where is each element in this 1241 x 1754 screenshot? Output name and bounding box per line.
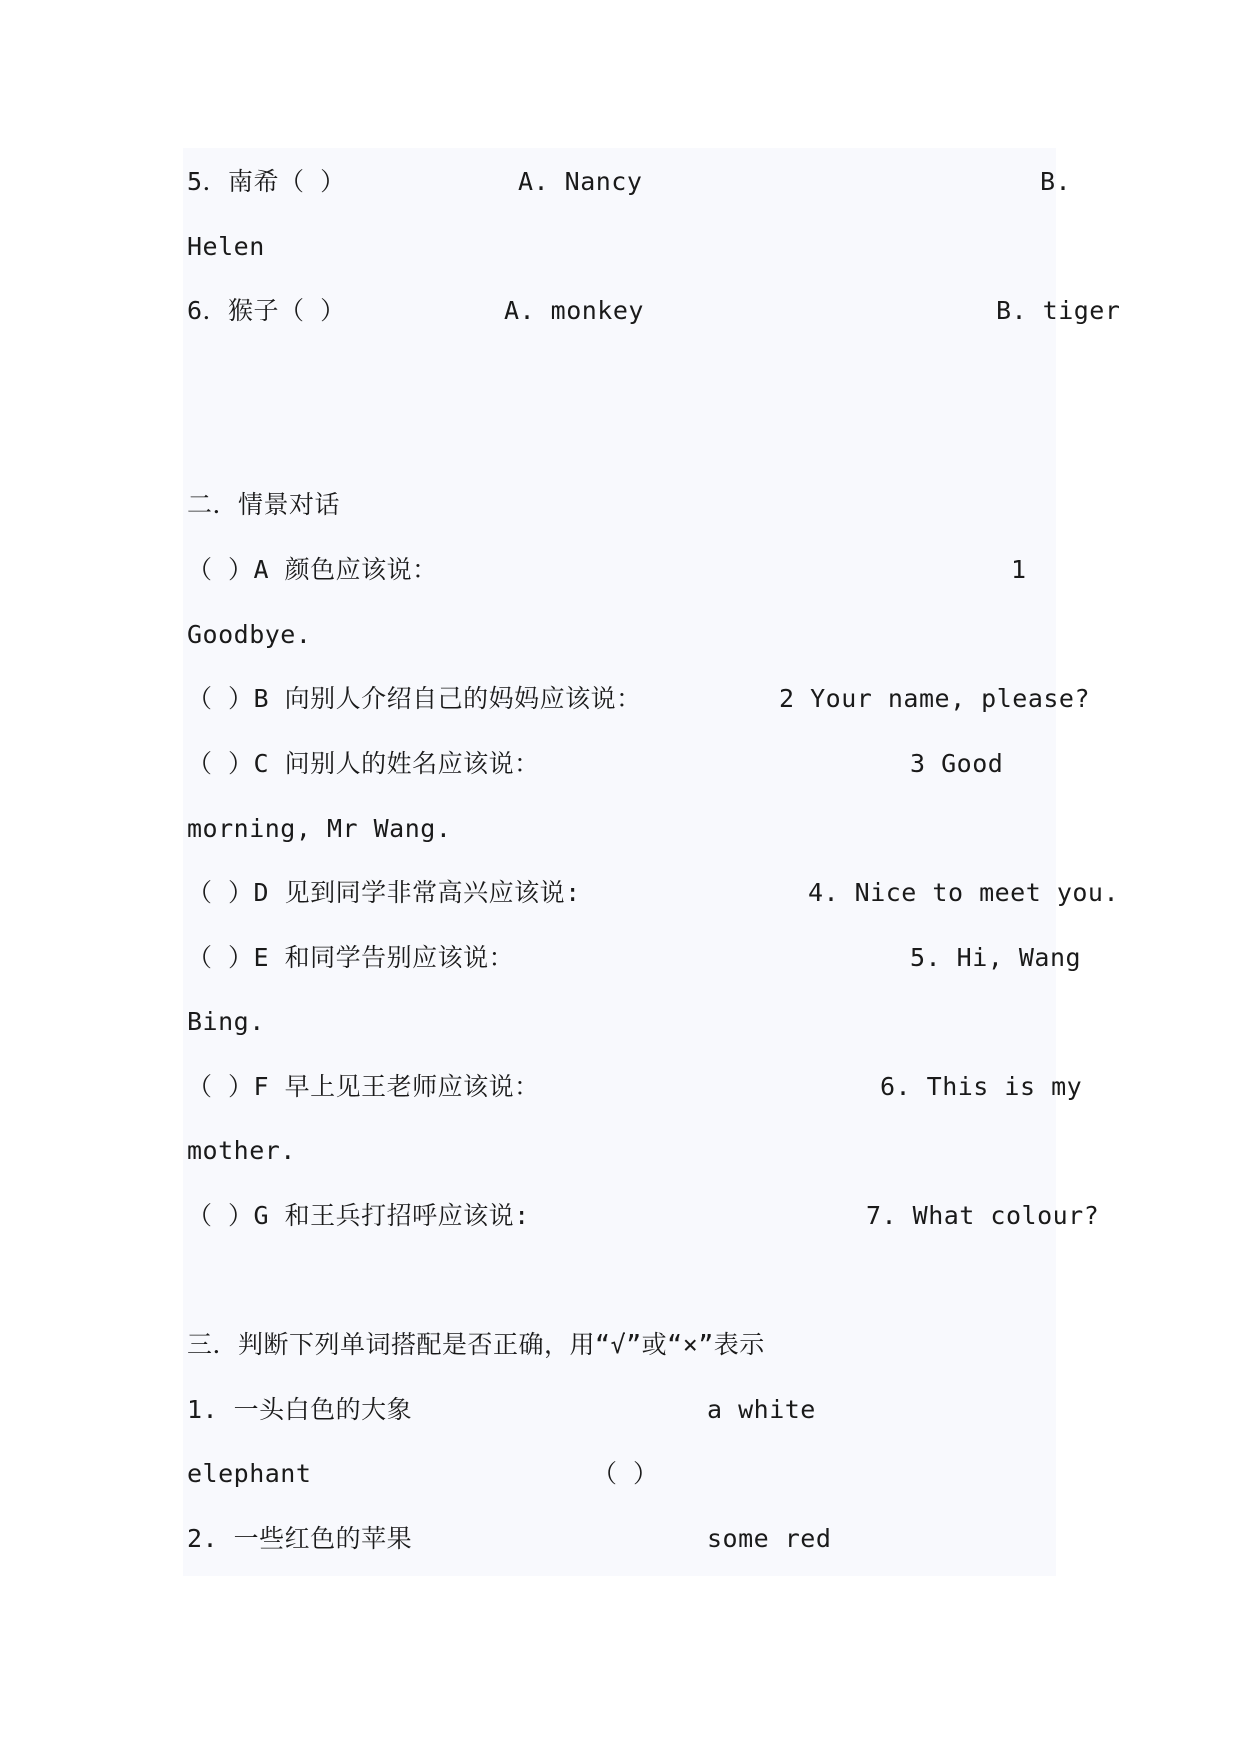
dialog-e-prompt: （ ）E 和同学告别应该说： [187, 943, 515, 972]
dialog-f-answer-cont: mother. [187, 1136, 296, 1165]
dialog-c-prompt: （ ）C 问别人的姓名应该说： [187, 749, 540, 778]
dialog-g-prompt: （ ）G 和王兵打招呼应该说: [187, 1201, 530, 1230]
dialog-c-answer: 3 Good [910, 749, 1004, 778]
dialog-b-prompt: （ ）B 向别人介绍自己的妈妈应该说： [187, 684, 642, 713]
q6-stem: 6．猴子（ ） [187, 296, 346, 325]
dialog-g-answer: 7. What colour? [866, 1201, 1100, 1230]
q5-stem: 5．南希（ ） [187, 167, 346, 196]
dialog-e-answer: 5. Hi, Wang [910, 943, 1082, 972]
q6-option-b: B. tiger [996, 296, 1121, 325]
dialog-b-answer: 2 Your name, please? [779, 684, 1091, 713]
match-1-english-cont: elephant [187, 1459, 312, 1488]
section2-title: 二．情景对话 [187, 490, 341, 519]
dialog-f-prompt: （ ）F 早上见王老师应该说： [187, 1072, 540, 1101]
dialog-a-answer: 1 [1011, 555, 1027, 584]
worksheet-panel [183, 148, 1056, 1576]
q6-option-a: A. monkey [504, 296, 644, 325]
dialog-c-answer-cont: morning, Mr Wang. [187, 814, 452, 843]
dialog-a-prompt: （ ）A 颜色应该说： [187, 555, 438, 584]
match-1-english: a white [707, 1395, 816, 1424]
dialog-e-answer-cont: Bing. [187, 1007, 265, 1036]
dialog-d-answer: 4. Nice to meet you. [808, 878, 1120, 907]
q5-option-b-text: Helen [187, 232, 265, 261]
match-2-chinese: 2. 一些红色的苹果 [187, 1524, 413, 1553]
dialog-d-prompt: （ ）D 见到同学非常高兴应该说: [187, 878, 581, 907]
match-1-answer-blank[interactable]: （ ） [592, 1459, 659, 1488]
dialog-f-answer: 6. This is my [880, 1072, 1083, 1101]
dialog-a-answer-cont: Goodbye. [187, 620, 312, 649]
q5-option-a: A. Nancy [518, 167, 643, 196]
section3-title: 三．判断下列单词搭配是否正确，用“√”或“×”表示 [187, 1330, 765, 1359]
q5-option-b-label: B. [1040, 167, 1072, 196]
match-1-chinese: 1. 一头白色的大象 [187, 1395, 413, 1424]
match-2-english: some red [707, 1524, 832, 1553]
